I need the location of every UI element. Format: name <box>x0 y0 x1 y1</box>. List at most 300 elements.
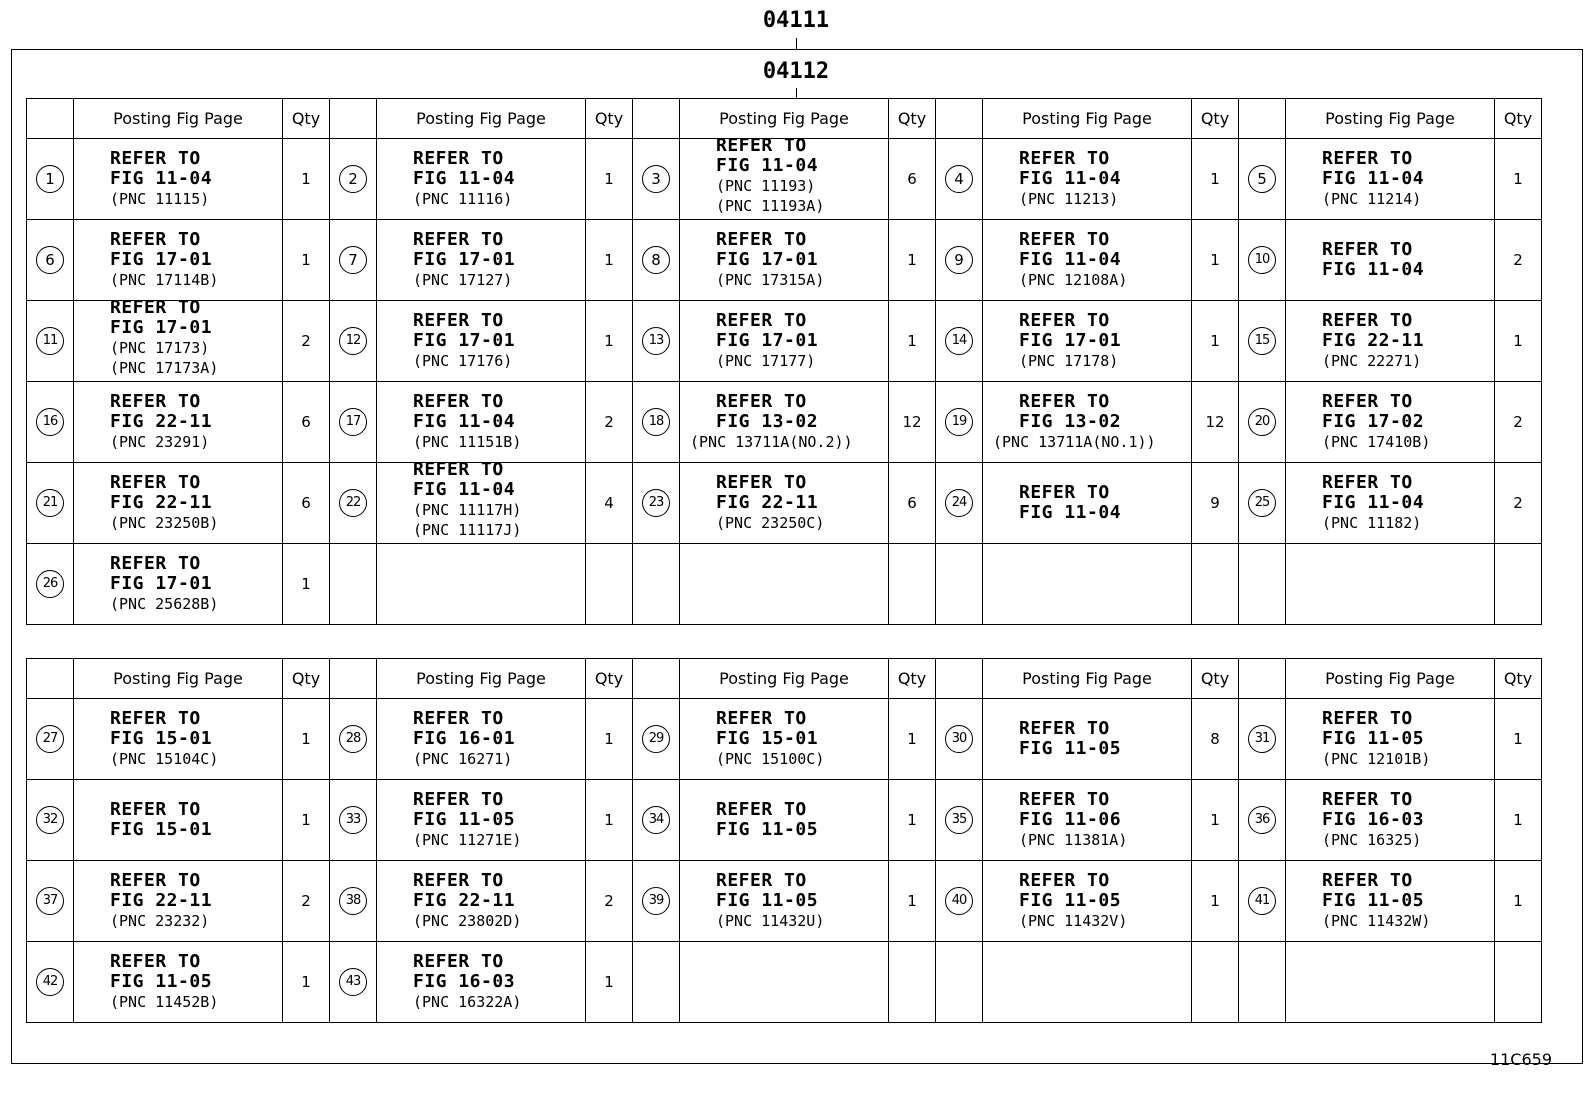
figure-ref: FIG 16-03 <box>413 971 516 992</box>
refer-to-label: REFER TO <box>716 799 807 820</box>
table-row <box>27 220 1542 301</box>
posting-reference <box>1286 473 1494 533</box>
pnc-label: (PNC 11432U) <box>716 912 825 930</box>
refer-to-label: REFER TO <box>716 870 807 891</box>
posting-reference <box>983 871 1191 931</box>
item-number-cell <box>27 861 74 942</box>
refer-to-label: REFER TO <box>1322 708 1413 729</box>
qty-cell: 2 <box>283 861 330 942</box>
posting-cell <box>680 780 889 861</box>
posting-cell <box>1286 780 1495 861</box>
qty-cell: 1 <box>889 220 936 301</box>
refer-to-label: REFER TO <box>1322 310 1413 331</box>
posting-reference <box>680 392 888 452</box>
posting-reference <box>1286 240 1494 280</box>
refer-to-label: REFER TO <box>1322 239 1413 260</box>
posting-cell <box>680 861 889 942</box>
item-number-cell <box>633 220 680 301</box>
pnc-label: (PNC 11193A) <box>716 197 825 215</box>
posting-cell <box>377 301 586 382</box>
posting-cell <box>983 382 1192 463</box>
qty-cell: 1 <box>283 139 330 220</box>
posting-reference <box>1286 871 1494 931</box>
pnc-label: (PNC 23802D) <box>413 912 522 930</box>
callout-number: 39 <box>642 887 670 915</box>
pnc-label: (PNC 23232) <box>110 912 210 930</box>
header-qty-cell: Qty <box>1192 659 1239 699</box>
callout-number: 29 <box>642 725 670 753</box>
item-number-cell <box>1239 780 1286 861</box>
callout-number: 8 <box>642 246 670 274</box>
refer-to-label: REFER TO <box>110 391 201 412</box>
posting-cell <box>680 382 889 463</box>
callout-number: 5 <box>1248 165 1276 193</box>
item-number-cell <box>936 301 983 382</box>
posting-cell <box>1286 942 1495 1023</box>
pnc-label: (PNC 16271) <box>413 750 513 768</box>
header-qty-cell: Qty <box>283 659 330 699</box>
refer-to-label: REFER TO <box>1322 148 1413 169</box>
pnc-label: (PNC 11432V) <box>1019 912 1128 930</box>
callout-number: 15 <box>1248 327 1276 355</box>
item-number-cell <box>1239 699 1286 780</box>
figure-ref: FIG 11-05 <box>716 890 819 911</box>
pnc-label: (PNC 17176) <box>413 352 513 370</box>
refer-to-label: REFER TO <box>110 472 201 493</box>
callout-number: 19 <box>945 408 973 436</box>
refer-to-label: REFER TO <box>413 870 504 891</box>
qty-cell: 1 <box>1495 780 1542 861</box>
qty-cell: 12 <box>1192 382 1239 463</box>
header-qty-cell: Qty <box>889 659 936 699</box>
pnc-label: (PNC 11193) <box>716 177 816 195</box>
callout-number: 23 <box>642 489 670 517</box>
posting-reference <box>680 473 888 533</box>
figure-ref: FIG 11-04 <box>1019 502 1122 523</box>
header-row <box>27 659 1542 699</box>
figure-ref: FIG 11-04 <box>1019 168 1122 189</box>
callout-number: 40 <box>945 887 973 915</box>
pnc-label: (PNC 12108A) <box>1019 271 1128 289</box>
pnc-label: (PNC 16322A) <box>413 993 522 1011</box>
header-qty-cell: Qty <box>586 99 633 139</box>
posting-cell <box>74 220 283 301</box>
callout-number: 20 <box>1248 408 1276 436</box>
posting-reference <box>74 149 282 209</box>
pnc-label: (PNC 11452B) <box>110 993 219 1011</box>
pnc-label: (PNC 11182) <box>1322 514 1422 532</box>
callout-number: 41 <box>1248 887 1276 915</box>
table-row <box>27 699 1542 780</box>
item-number-cell <box>330 382 377 463</box>
pnc-label: (PNC 16325) <box>1322 831 1422 849</box>
figure-ref: FIG 11-04 <box>1322 492 1425 513</box>
posting-cell <box>377 861 586 942</box>
figure-ref: FIG 11-05 <box>1322 728 1425 749</box>
pnc-label: (PNC 11151B) <box>413 433 522 451</box>
refer-to-label: REFER TO <box>110 148 201 169</box>
refer-to-label: REFER TO <box>1019 718 1110 739</box>
callout-number: 24 <box>945 489 973 517</box>
figure-ref: FIG 22-11 <box>1322 330 1425 351</box>
figure-ref: FIG 16-03 <box>1322 809 1425 830</box>
item-number-cell <box>936 861 983 942</box>
qty-cell: 1 <box>1192 220 1239 301</box>
callout-number: 26 <box>36 570 64 598</box>
posting-cell <box>1286 220 1495 301</box>
posting-reference <box>680 709 888 769</box>
callout-number: 3 <box>642 165 670 193</box>
posting-cell <box>74 139 283 220</box>
posting-cell <box>377 699 586 780</box>
posting-reference <box>74 473 282 533</box>
posting-cell <box>74 942 283 1023</box>
posting-cell <box>377 544 586 625</box>
pnc-label: (PNC 17173) <box>110 339 210 357</box>
posting-cell <box>680 699 889 780</box>
figure-ref: FIG 15-01 <box>716 728 819 749</box>
qty-cell: 1 <box>283 544 330 625</box>
qty-cell <box>1495 942 1542 1023</box>
posting-cell <box>1286 463 1495 544</box>
posting-reference <box>377 149 585 209</box>
subassembly-code: 04112 <box>762 59 830 84</box>
header-num-cell <box>27 659 74 699</box>
posting-cell <box>983 861 1192 942</box>
callout-number: 30 <box>945 725 973 753</box>
header-num-cell <box>1239 99 1286 139</box>
item-number-cell <box>633 139 680 220</box>
pnc-label: (PNC 22271) <box>1322 352 1422 370</box>
header-posting-cell: Posting Fig Page <box>983 659 1192 699</box>
callout-number: 21 <box>36 489 64 517</box>
callout-number: 28 <box>339 725 367 753</box>
table-row <box>27 139 1542 220</box>
posting-reference <box>983 230 1191 290</box>
pnc-label: (PNC 13711A(NO.2)) <box>690 433 853 451</box>
callout-number: 37 <box>36 887 64 915</box>
qty-cell: 1 <box>889 780 936 861</box>
header-num-cell <box>330 659 377 699</box>
figure-ref: FIG 11-05 <box>716 819 819 840</box>
item-number-cell <box>1239 301 1286 382</box>
pnc-label: (PNC 23291) <box>110 433 210 451</box>
posting-cell <box>680 463 889 544</box>
table-row <box>27 463 1542 544</box>
posting-reference <box>74 871 282 931</box>
figure-ref: FIG 11-04 <box>413 479 516 500</box>
posting-cell <box>983 139 1192 220</box>
qty-cell <box>1495 544 1542 625</box>
item-number-cell <box>633 544 680 625</box>
item-number-cell <box>27 139 74 220</box>
item-number-cell <box>936 780 983 861</box>
figure-ref: FIG 11-05 <box>110 971 213 992</box>
posting-reference <box>983 790 1191 850</box>
posting-reference <box>983 311 1191 371</box>
item-number-cell <box>1239 861 1286 942</box>
posting-cell <box>680 544 889 625</box>
table-row <box>27 780 1542 861</box>
figure-ref: FIG 17-01 <box>110 573 213 594</box>
item-number-cell <box>330 301 377 382</box>
header-qty-cell: Qty <box>889 99 936 139</box>
posting-reference <box>1286 149 1494 209</box>
qty-cell: 6 <box>283 463 330 544</box>
qty-cell: 1 <box>283 780 330 861</box>
qty-cell: 1 <box>586 220 633 301</box>
pnc-label: (PNC 11381A) <box>1019 831 1128 849</box>
figure-ref: FIG 11-04 <box>413 411 516 432</box>
qty-cell: 8 <box>1192 699 1239 780</box>
refer-to-label: REFER TO <box>110 297 201 318</box>
refer-to-label: REFER TO <box>413 229 504 250</box>
header-num-cell <box>936 99 983 139</box>
qty-cell: 1 <box>889 699 936 780</box>
figure-ref: FIG 13-02 <box>1019 411 1122 432</box>
qty-cell: 1 <box>283 220 330 301</box>
qty-cell: 1 <box>889 861 936 942</box>
item-number-cell <box>27 780 74 861</box>
qty-cell: 1 <box>1495 699 1542 780</box>
posting-reference <box>377 392 585 452</box>
parts-table-upper <box>26 98 1542 625</box>
posting-reference <box>680 311 888 371</box>
qty-cell: 1 <box>1192 780 1239 861</box>
posting-reference <box>1286 392 1494 452</box>
posting-reference <box>377 311 585 371</box>
pnc-label: (PNC 11117H) <box>413 501 522 519</box>
item-number-cell <box>633 861 680 942</box>
figure-ref: FIG 17-01 <box>1019 330 1122 351</box>
item-number-cell <box>1239 544 1286 625</box>
figure-ref: FIG 11-04 <box>110 168 213 189</box>
qty-cell: 1 <box>1192 861 1239 942</box>
refer-to-label: REFER TO <box>1322 870 1413 891</box>
qty-cell <box>889 544 936 625</box>
figure-ref: FIG 11-04 <box>716 155 819 176</box>
item-number-cell <box>936 382 983 463</box>
table-row <box>27 544 1542 625</box>
item-number-cell <box>330 220 377 301</box>
item-number-cell <box>1239 139 1286 220</box>
posting-cell <box>377 780 586 861</box>
item-number-cell <box>27 544 74 625</box>
figure-ref: FIG 15-01 <box>110 728 213 749</box>
item-number-cell <box>936 220 983 301</box>
pnc-label: (PNC 17114B) <box>110 271 219 289</box>
refer-to-label: REFER TO <box>1019 229 1110 250</box>
qty-cell: 1 <box>1495 301 1542 382</box>
header-posting-cell: Posting Fig Page <box>74 659 283 699</box>
callout-number: 6 <box>36 246 64 274</box>
posting-cell <box>74 297 283 382</box>
qty-cell: 1 <box>1495 861 1542 942</box>
callout-number: 42 <box>36 968 64 996</box>
qty-cell: 1 <box>586 139 633 220</box>
figure-ref: FIG 17-01 <box>716 249 819 270</box>
figure-ref: FIG 11-06 <box>1019 809 1122 830</box>
figure-ref: FIG 11-04 <box>413 168 516 189</box>
pnc-label: (PNC 11214) <box>1322 190 1422 208</box>
refer-to-label: REFER TO <box>413 951 504 972</box>
item-number-cell <box>633 382 680 463</box>
item-number-cell <box>330 139 377 220</box>
refer-to-label: REFER TO <box>1019 789 1110 810</box>
posting-reference <box>680 800 888 840</box>
figure-ref: FIG 22-11 <box>413 890 516 911</box>
item-number-cell <box>27 220 74 301</box>
figure-ref: FIG 17-02 <box>1322 411 1425 432</box>
posting-cell <box>377 139 586 220</box>
item-number-cell <box>936 463 983 544</box>
posting-reference <box>377 709 585 769</box>
callout-number: 36 <box>1248 806 1276 834</box>
callout-number: 33 <box>339 806 367 834</box>
posting-reference <box>74 230 282 290</box>
posting-cell <box>983 463 1192 544</box>
item-number-cell <box>1239 220 1286 301</box>
posting-reference <box>377 790 585 850</box>
qty-cell: 2 <box>1495 463 1542 544</box>
item-number-cell <box>27 699 74 780</box>
pnc-label: (PNC 11117J) <box>413 521 522 539</box>
header-qty-cell: Qty <box>283 99 330 139</box>
posting-reference <box>1286 709 1494 769</box>
callout-number: 38 <box>339 887 367 915</box>
posting-cell <box>1286 861 1495 942</box>
posting-reference <box>983 149 1191 209</box>
header-num-cell <box>633 99 680 139</box>
assembly-leader-line <box>796 38 797 49</box>
header-row <box>27 99 1542 139</box>
callout-number: 10 <box>1248 246 1276 274</box>
pnc-label: (PNC 15100C) <box>716 750 825 768</box>
pnc-label: (PNC 17127) <box>413 271 513 289</box>
assembly-code: 04111 <box>762 8 830 33</box>
qty-cell: 1 <box>889 301 936 382</box>
posting-cell <box>377 220 586 301</box>
callout-number: 12 <box>339 327 367 355</box>
posting-cell <box>1286 544 1495 625</box>
figure-ref: FIG 17-01 <box>110 249 213 270</box>
item-number-cell <box>936 139 983 220</box>
posting-reference <box>680 230 888 290</box>
figure-ref: FIG 17-01 <box>110 317 213 338</box>
item-number-cell <box>27 301 74 382</box>
item-number-cell <box>1239 382 1286 463</box>
refer-to-label: REFER TO <box>413 459 504 480</box>
refer-to-label: REFER TO <box>413 708 504 729</box>
header-posting-cell: Posting Fig Page <box>377 659 586 699</box>
figure-ref: FIG 22-11 <box>110 411 213 432</box>
item-number-cell <box>633 699 680 780</box>
refer-to-label: REFER TO <box>110 553 201 574</box>
item-number-cell <box>27 463 74 544</box>
item-number-cell <box>633 780 680 861</box>
refer-to-label: REFER TO <box>110 799 201 820</box>
item-number-cell <box>330 942 377 1023</box>
header-num-cell <box>1239 659 1286 699</box>
pnc-label: (PNC 12101B) <box>1322 750 1431 768</box>
header-num-cell <box>936 659 983 699</box>
pnc-label: (PNC 11116) <box>413 190 513 208</box>
item-number-cell <box>1239 463 1286 544</box>
posting-reference <box>983 392 1191 452</box>
header-qty-cell: Qty <box>1495 659 1542 699</box>
pnc-label: (PNC 11432W) <box>1322 912 1431 930</box>
qty-cell: 6 <box>889 139 936 220</box>
figure-ref: FIG 11-05 <box>413 809 516 830</box>
qty-cell <box>1192 942 1239 1023</box>
qty-cell: 12 <box>889 382 936 463</box>
pnc-label: (PNC 23250B) <box>110 514 219 532</box>
header-posting-cell: Posting Fig Page <box>983 99 1192 139</box>
posting-cell <box>1286 139 1495 220</box>
posting-cell <box>377 382 586 463</box>
header-posting-cell: Posting Fig Page <box>680 659 889 699</box>
refer-to-label: REFER TO <box>1322 472 1413 493</box>
item-number-cell <box>1239 942 1286 1023</box>
qty-cell: 2 <box>586 861 633 942</box>
header-num-cell <box>27 99 74 139</box>
callout-number: 13 <box>642 327 670 355</box>
qty-cell: 2 <box>1495 382 1542 463</box>
item-number-cell <box>330 780 377 861</box>
callout-number: 2 <box>339 165 367 193</box>
pnc-label: (PNC 17177) <box>716 352 816 370</box>
refer-to-label: REFER TO <box>716 135 807 156</box>
posting-reference <box>74 952 282 1012</box>
posting-cell <box>983 699 1192 780</box>
refer-to-label: REFER TO <box>1019 310 1110 331</box>
posting-cell <box>1286 699 1495 780</box>
qty-cell: 1 <box>1192 301 1239 382</box>
callout-number: 7 <box>339 246 367 274</box>
figure-ref: FIG 11-04 <box>1322 168 1425 189</box>
posting-reference <box>74 298 282 378</box>
item-number-cell <box>936 942 983 1023</box>
refer-to-label: REFER TO <box>716 391 807 412</box>
figure-ref: FIG 13-02 <box>716 411 819 432</box>
figure-ref: FIG 11-04 <box>1322 259 1425 280</box>
pnc-label: (PNC 23250C) <box>716 514 825 532</box>
refer-to-label: REFER TO <box>110 870 201 891</box>
refer-to-label: REFER TO <box>413 391 504 412</box>
callout-number: 1 <box>36 165 64 193</box>
qty-cell: 1 <box>586 699 633 780</box>
item-number-cell <box>633 942 680 1023</box>
figure-ref: FIG 11-05 <box>1019 890 1122 911</box>
posting-reference <box>983 483 1191 523</box>
qty-cell: 1 <box>283 942 330 1023</box>
posting-reference <box>680 871 888 931</box>
posting-reference <box>74 709 282 769</box>
header-qty-cell: Qty <box>586 659 633 699</box>
refer-to-label: REFER TO <box>1322 789 1413 810</box>
header-posting-cell: Posting Fig Page <box>1286 659 1495 699</box>
item-number-cell <box>27 382 74 463</box>
figure-ref: FIG 11-05 <box>1019 738 1122 759</box>
refer-to-label: REFER TO <box>1019 148 1110 169</box>
header-qty-cell: Qty <box>1495 99 1542 139</box>
posting-cell <box>680 942 889 1023</box>
pnc-label: (PNC 11213) <box>1019 190 1119 208</box>
header-num-cell <box>330 99 377 139</box>
item-number-cell <box>27 942 74 1023</box>
figure-ref: FIG 22-11 <box>716 492 819 513</box>
item-number-cell <box>330 463 377 544</box>
